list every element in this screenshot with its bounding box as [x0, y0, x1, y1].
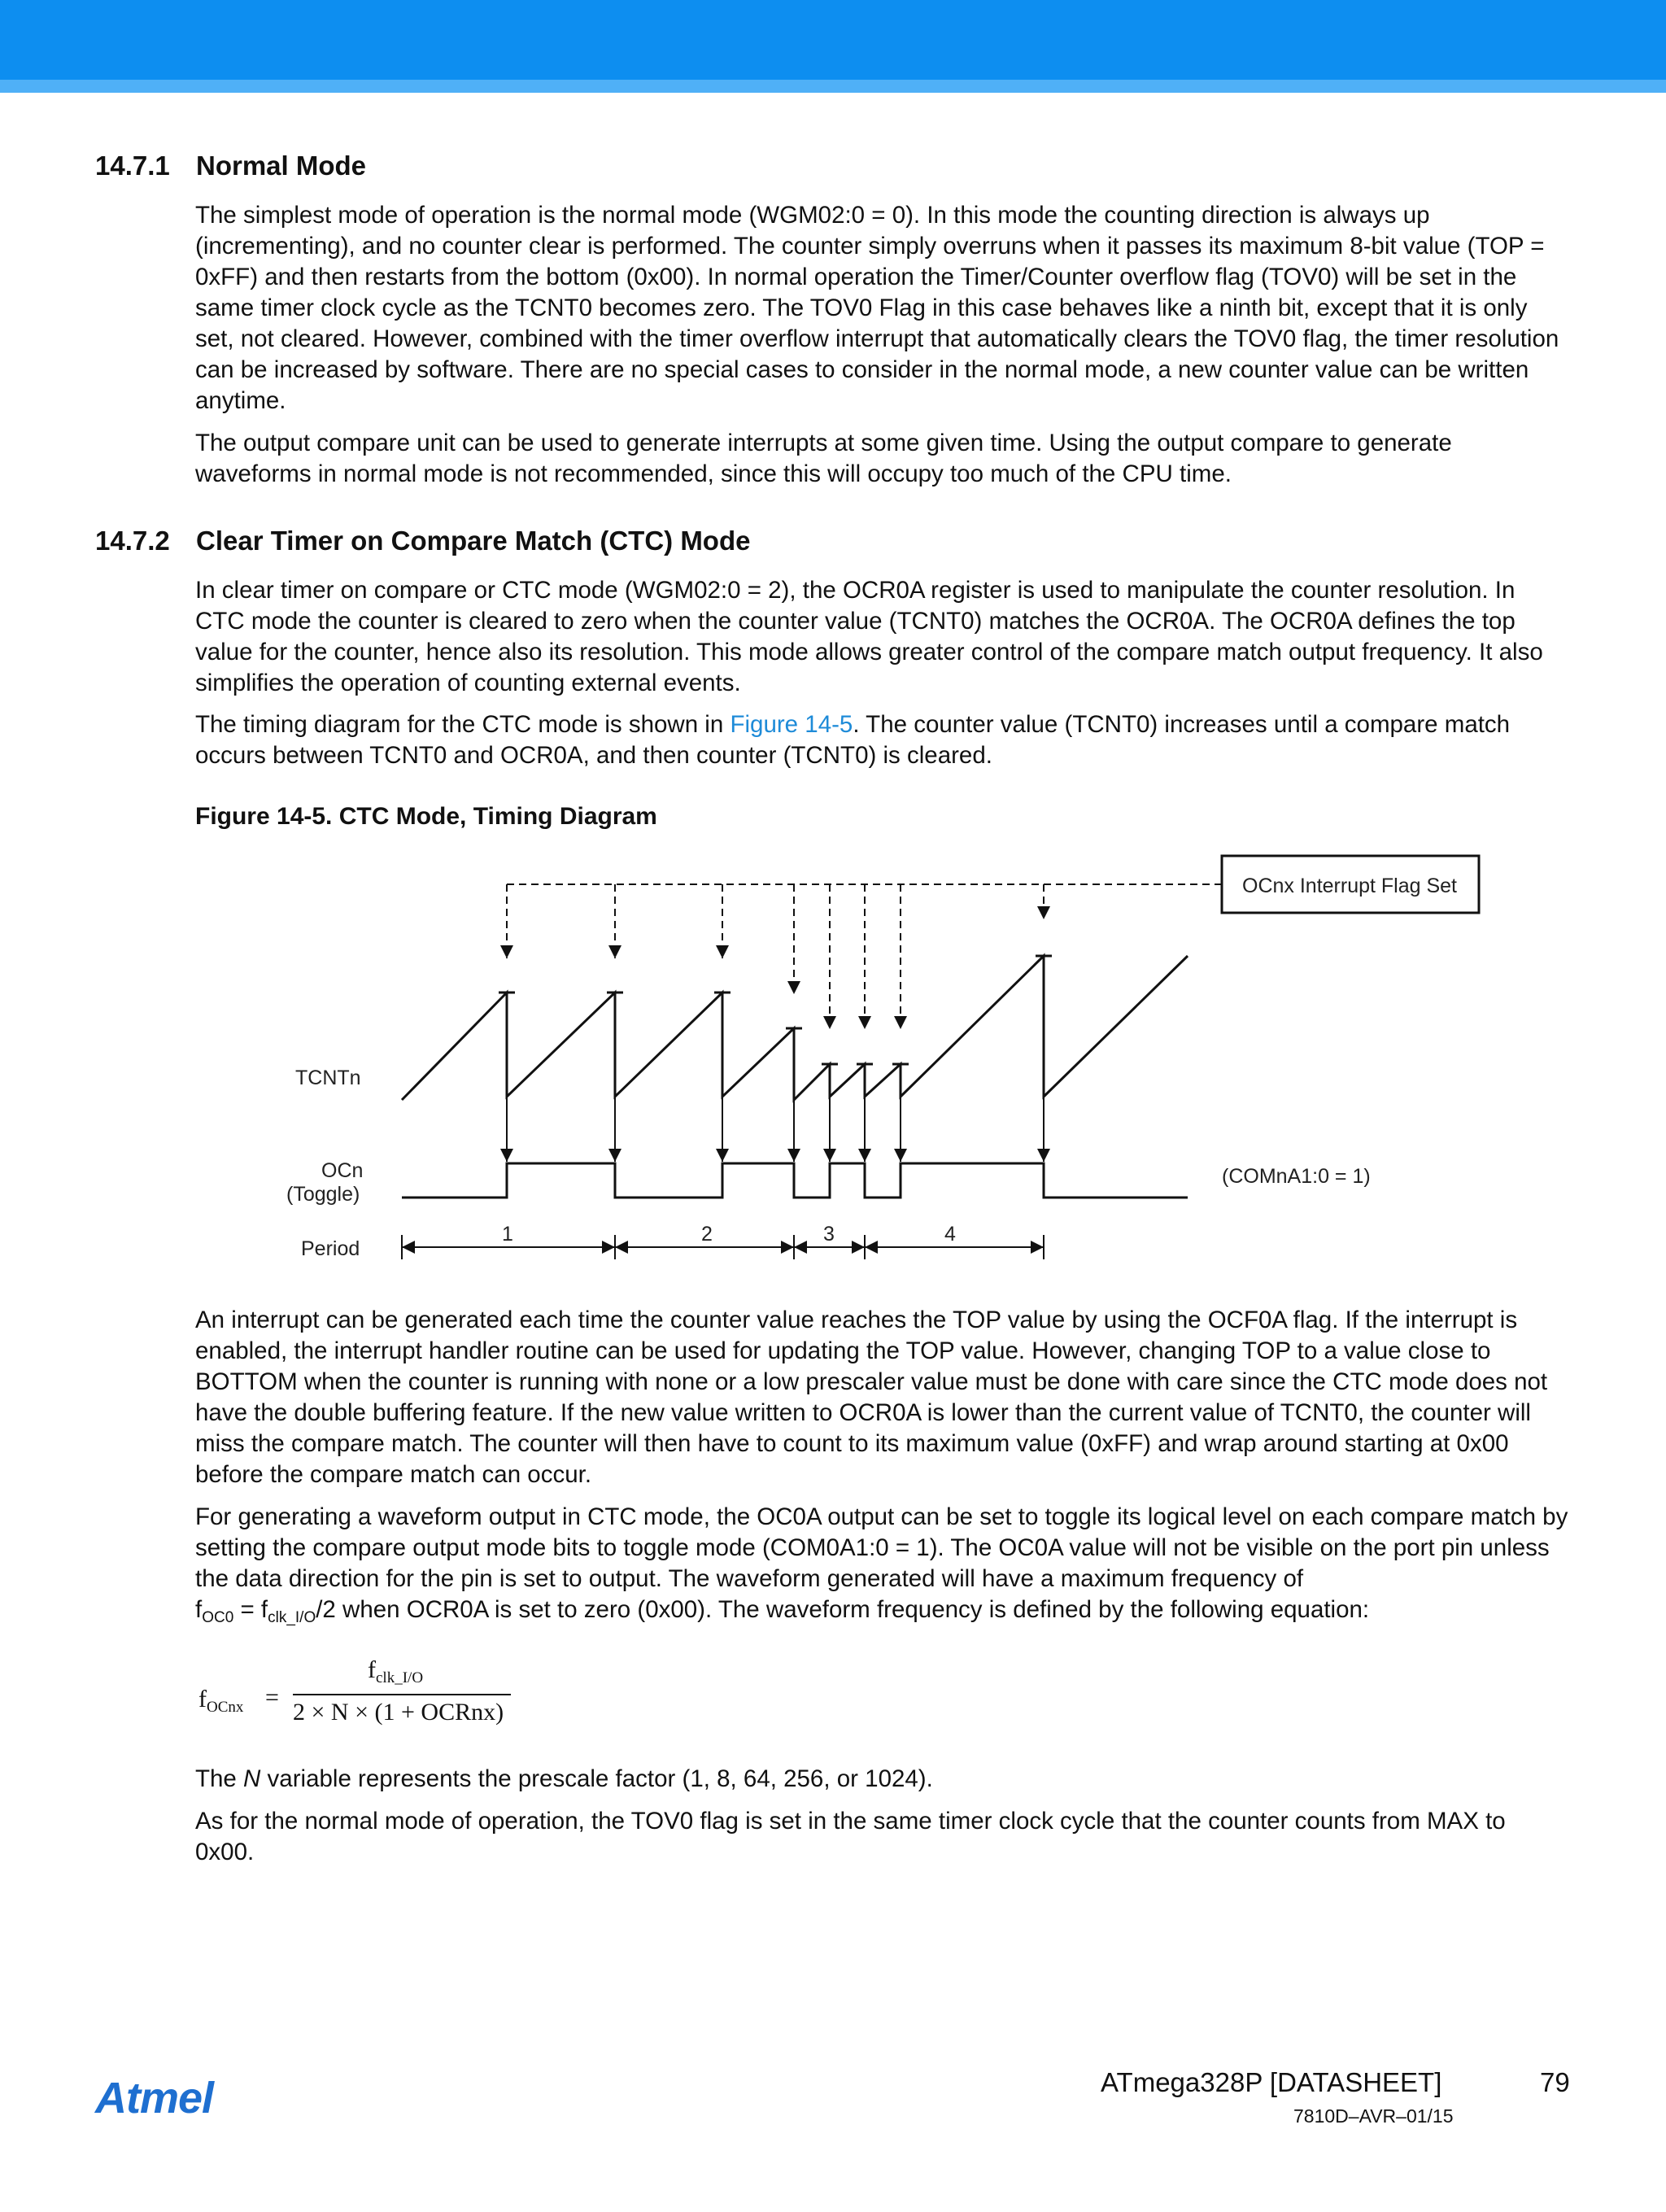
waveform-text: For generating a waveform output in CTC mode, the OC0A output can be set to toggle its logical level on each compare match by setting the compare output mode bits to toggle mode (COM0A1:0 = 1). The OC0A value will not be visible on the port pin unless the data direction for the pin is set to output. The waveform generated will have a maximum frequency of [195, 1503, 1568, 1592]
equation-lhs-subscript: OCnx [207, 1699, 244, 1716]
period-number-2: 2 [701, 1223, 713, 1246]
ocn-label: OCn [321, 1159, 364, 1182]
interrupt-arrows [507, 884, 1044, 1029]
period-number-3: 3 [823, 1223, 835, 1246]
atmel-logo: Atmel [95, 2074, 214, 2123]
prescale-paragraph [195, 1764, 1570, 1795]
fraction-bar [293, 1694, 511, 1695]
waveform-text-tail: /2 when OCR0A is set to zero (0x00). The waveform frequency is defined by the following equation: [316, 1596, 1370, 1623]
header-stripe [0, 80, 1666, 93]
after-figure-paragraph-1: An interrupt can be generated each time the counter value reaches the TOP value by using the OCF0A flag. If the interrupt is enabled, the interrupt handler routine can be used for updating the TOP value. However, changing TOP to a value close to BOTTOM when the counter is running with none or a low prescaler value must be done with care since the CTC mode does not have the double buffering feature. If the new value written to OCR0A is lower than the current value of TCNT0, the counter will miss the compare match. The counter will then have to count to its maximum value (0xFF) and wrap around starting at 0x00 before the compare match can occur. [195, 1307, 1548, 1488]
equation-num-f: f [368, 1656, 376, 1683]
intro-text: The timing diagram for the CTC mode is shown in [195, 711, 731, 738]
intro-text-tail: . The counter value (TCNT0) increases until a compare match occurs between TCNT0 and OCR0A, and then counter (TCNT0) is cleared. [195, 711, 1511, 769]
interrupt-flag-label: OCnx Interrupt Flag Set [1242, 875, 1458, 897]
figure-14-5-link[interactable]: Figure 14-5 [730, 711, 853, 738]
document-title: ATmega328P [DATASHEET] [1101, 2067, 1442, 2097]
section-title: Clear Timer on Compare Match (CTC) Mode [196, 526, 751, 556]
equation-numerator [368, 1656, 423, 1684]
equation-denominator: 2 × N × (1 + OCRnx) [293, 1699, 504, 1726]
n-variable: N [243, 1765, 261, 1792]
normal-mode-paragraph-2: The output compare unit can be used to generate interrupts at some given time. Using the output compare to generate waveforms in normal mode is not recommended, since this will occupy too much of the CPU time. [195, 430, 1452, 487]
tcnt-top-ticks [499, 956, 1052, 1064]
section-heading-ctc-mode [95, 526, 750, 556]
document-code: 7810D–AVR–01/15 [1293, 2105, 1454, 2127]
section-number: 14.7.1 [95, 151, 170, 181]
equation-lhs-f: f [198, 1686, 207, 1712]
page-number: 79 [1540, 2067, 1570, 2097]
f-subscript-oc0: OC0 [202, 1609, 234, 1626]
header-bar [0, 0, 1666, 80]
period-label: Period [301, 1237, 360, 1260]
equation-equals: = [265, 1684, 279, 1711]
ctc-timing-intro-paragraph [195, 709, 1570, 771]
after-figure-paragraph-2 [195, 1502, 1570, 1625]
section-title: Normal Mode [196, 151, 367, 181]
equals-f: = f [233, 1596, 268, 1623]
prescale-text-tail: variable represents the prescale factor (1, 8, 64, 256, or 1024). [260, 1765, 933, 1792]
equation-lhs [198, 1686, 244, 1716]
equation-num-subscript: clk_I/O [376, 1669, 424, 1686]
toggle-label: (Toggle) [286, 1183, 360, 1206]
figure-caption: Figure 14-5. CTC Mode, Timing Diagram [195, 803, 657, 830]
normal-mode-paragraph-1: The simplest mode of operation is the normal mode (WGM02:0 = 0). In this mode the counting direction is always up (incrementing), and no counter clear is performed. The counter simply overruns when it passes its maximum 8-bit value (TOP = 0xFF) and then restarts from the bottom (0x00). In normal operation the Timer/Counter overflow flag (TOV0) will be set in the same timer clock cycle as the TCNT0 becomes zero. The TOV0 Flag in this case behaves like a ninth bit, except that it is only set, not cleared. However, combined with the timer overflow interrupt that automatically clears the TOV0 flag, the timer resolution can be increased by software. There are no special cases to consider in the normal mode, a new counter value can be written anytime. [195, 202, 1559, 414]
f-subscript-clk: clk_I/O [268, 1609, 316, 1626]
f-symbol: f [195, 1596, 203, 1623]
period-number-4: 4 [944, 1223, 956, 1246]
com-setting-label: (COMnA1:0 = 1) [1222, 1165, 1371, 1188]
prescale-text: The [195, 1765, 244, 1792]
period-number-1: 1 [502, 1223, 513, 1246]
section-heading-normal-mode [95, 151, 366, 181]
compare-match-arrows [507, 958, 1044, 1162]
ctc-timing-diagram [268, 846, 1489, 1277]
tcnt-label: TCNTn [295, 1067, 361, 1089]
closing-paragraph: As for the normal mode of operation, the TOV0 flag is set in the same timer clock cycle that the counter counts from MAX to 0x00. [195, 1808, 1506, 1865]
ctc-mode-paragraph-1: In clear timer on compare or CTC mode (WGM02:0 = 2), the OCR0A register is used to manipulate the counter resolution. In CTC mode the counter is cleared to zero when the counter value (TCNT0) matches the OCR0A. The OCR0A defines the top value for the counter, hence also its resolution. This mode allows greater control of the compare match output frequency. It also simplifies the operation of counting external events. [195, 577, 1543, 696]
ocn-waveform [402, 1163, 1188, 1198]
section-number: 14.7.2 [95, 526, 170, 556]
